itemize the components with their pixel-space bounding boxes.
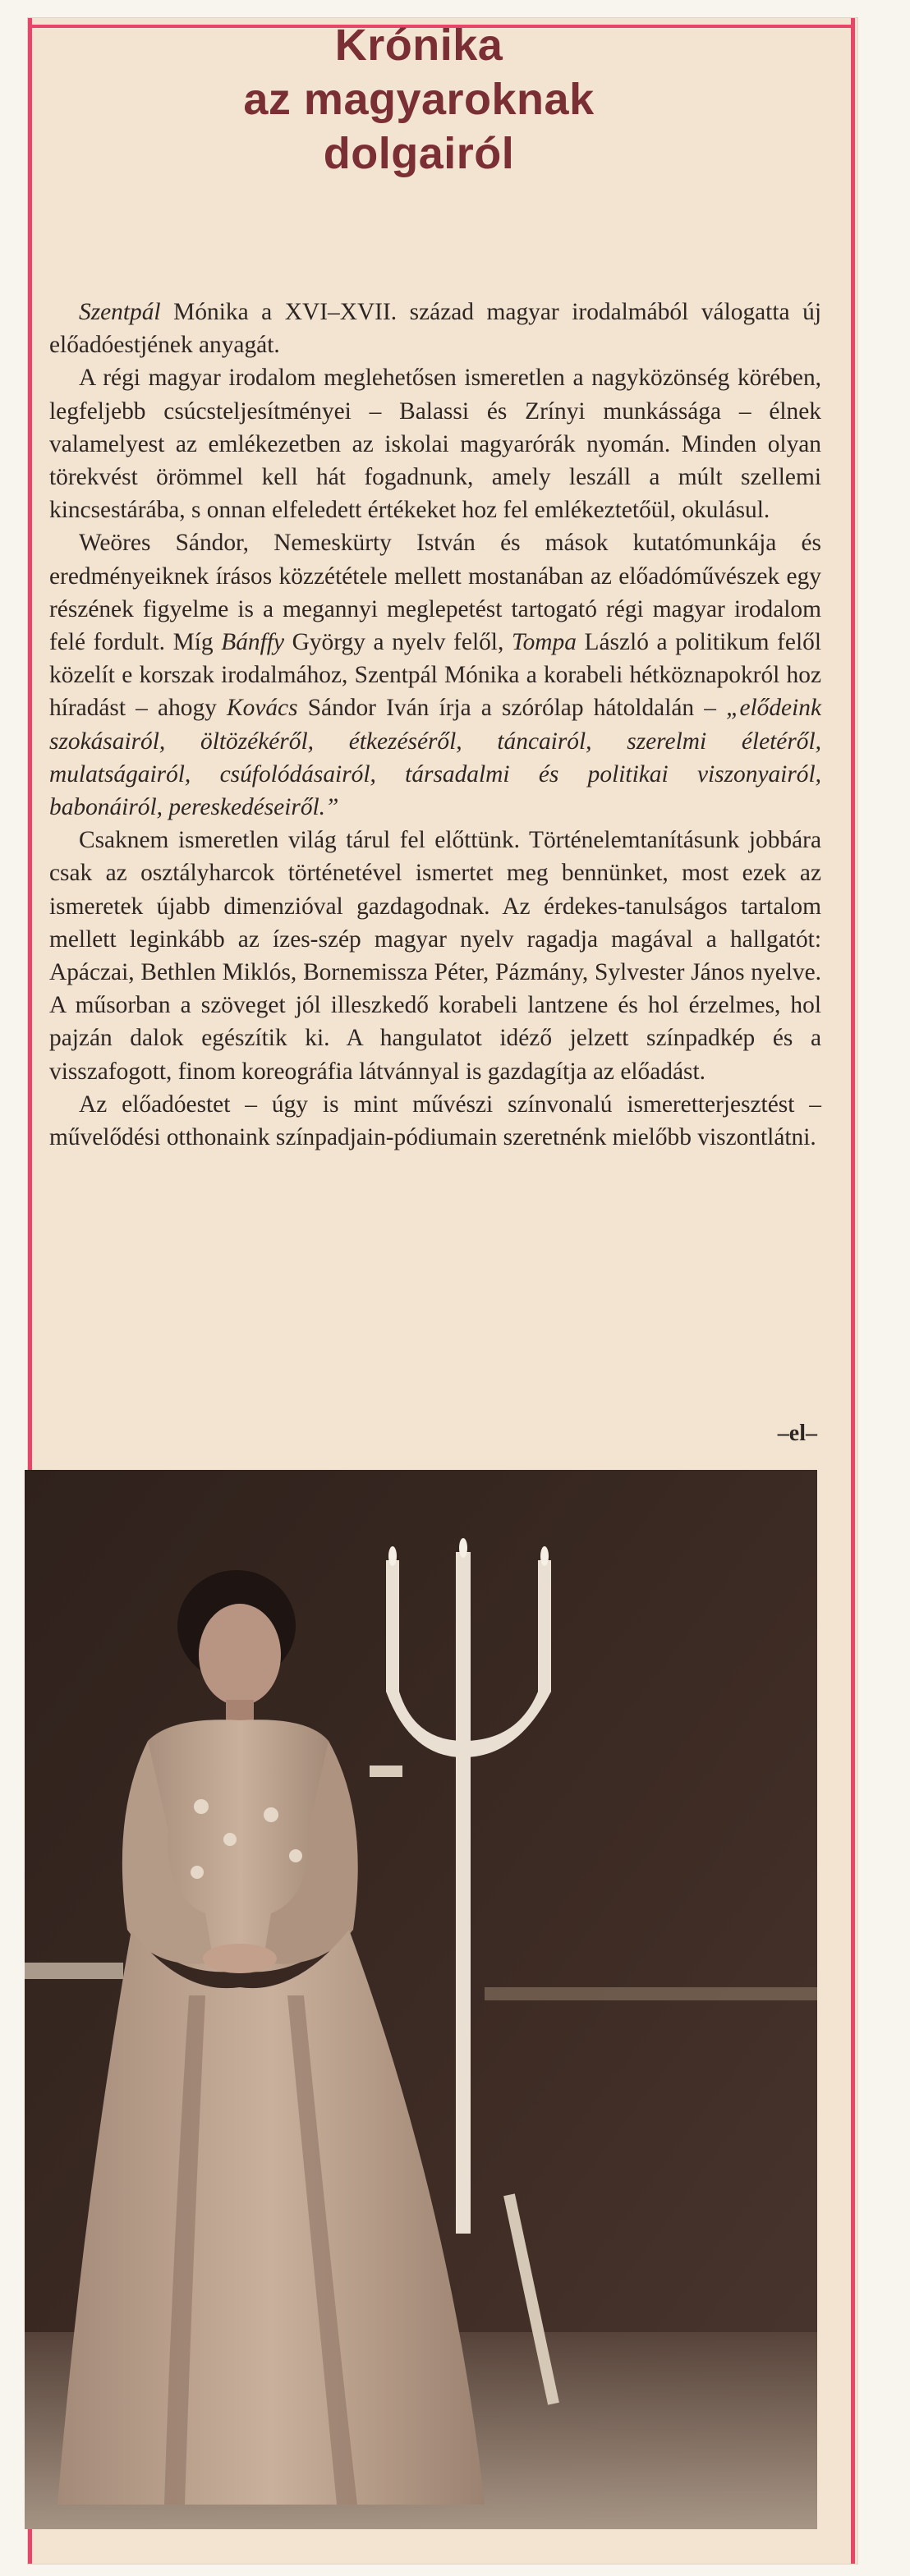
article-body xyxy=(49,296,821,1154)
paragraph-3-text-c: László a politikum felől közelít e korszak irodalmához, Szentpál Mónika a korabeli hétköznapokról hoz híradást – ahogy xyxy=(49,629,821,722)
author-name-szentpal: Szentpál xyxy=(79,299,161,325)
name-banffy: Bánffy xyxy=(221,629,284,656)
headline-line-3: dolgairól xyxy=(323,129,515,178)
headline-line-1: Krónika xyxy=(334,21,503,70)
name-kovacs: Kovács xyxy=(227,695,298,722)
paragraph-1-text: Mónika a XVI–XVII. század magyar irodalmából válogatta új előadóestjének anyagát. xyxy=(49,299,821,359)
photo-illustration xyxy=(25,1470,817,2529)
paragraph-3 xyxy=(49,526,821,824)
paragraph-3-text-d: Sándor Iván írja a szórólap hátoldalán – xyxy=(297,695,727,722)
paragraph-3-text-a: Weöres Sándor, Nemeskürty István és mások kutatómunkája és eredményeiknek írásos közzététele mellett mostanában az előadóművészek egy részének figyelme is a megannyi meglepetést tartogató régi magyar irodalom felé fordult. Míg xyxy=(49,530,821,656)
paragraph-3-text-b: György a nyelv felől, xyxy=(284,629,512,656)
quote: „elődeink szokásairól, öltözékéről, étkezéséről, táncairól, szerelmi életéről, mulatságairól, csúfolódásairól, társadalmi és politikai viszonyairól, babonáiról, pereskedéseiről.” xyxy=(49,695,822,821)
headline xyxy=(49,18,788,181)
performer-photo xyxy=(25,1470,817,2529)
name-tompa: Tompa xyxy=(511,629,577,656)
paragraph-4: Csaknem ismeretlen világ tárul fel előttünk. Történelemtanításunk jobbára csak az osztályharcok történetével ismertet meg bennünket, most ezek az ismeretek újabb dimenzióval gazdagodnak. Az érdekes-tanulságos tartalom mellett leginkább az ízes-szép magyar nyelv ragadja magával a hallgatót: Apáczai, Bethlen Miklós, Bornemissza Péter, Pázmány, Sylvester János nyelve. A műsorban a szöveget jól illeszkedő korabeli lantzene és hol érzelmes, hol pajzán dalok egészítik ki. A hangulatot idéző jelzett színpadkép és a visszafogott, finom koreográfia látvánnyal is gazdagítja az előadást. xyxy=(49,827,821,1085)
paragraph-1 xyxy=(49,296,821,361)
right-red-rule xyxy=(851,18,855,2564)
paragraph-2: A régi magyar irodalom meglehetősen ismeretlen a nagyközönség körében, legfeljebb csúcsteljesítményei – Balassi és Zrínyi munkássága – élnek valamelyest az emlékezetben az iskolai magyarórák nyomán. Minden olyan törekvést örömmel kell hát fogadnunk, amely leszáll a múlt szellemi kincsestárába, s onnan elfeledett értékeket hoz fel emlékeztetőül, okulásul. xyxy=(49,365,821,524)
author-signature: –el– xyxy=(777,1421,817,1446)
headline-line-2: az magyaroknak xyxy=(243,75,595,124)
paragraph-5: Az előadóestet – úgy is mint művészi színvonalú ismeretterjesztést – művelődési otthonaink színpadjain-pódiumain szeretnénk mielőbb viszontlátni. xyxy=(49,1091,821,1151)
